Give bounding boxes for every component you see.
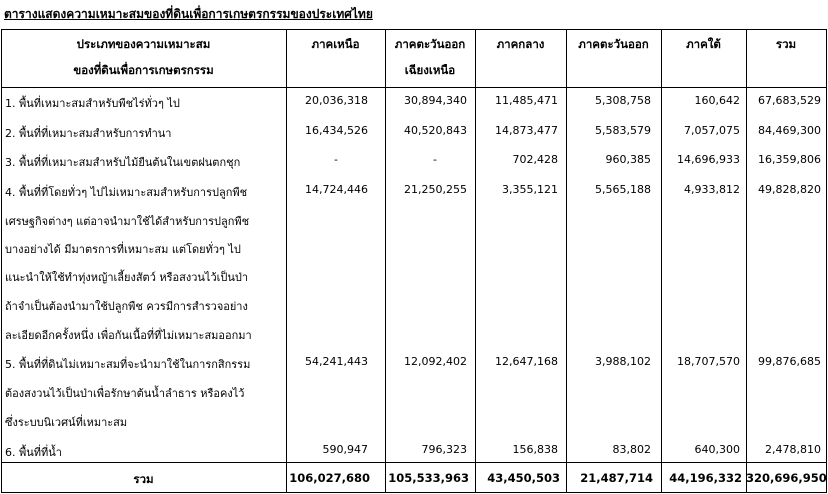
header-bottom-border — [1, 87, 827, 88]
cell-central: 702,428 — [512, 153, 558, 166]
row-label-line: ละเอียดอีกครั้งหนึ่ง เพื่อกันเนื้อที่ที่ไม่เหมาะสมออกมา — [5, 329, 252, 342]
row-label-line: 2. พื้นที่ที่เหมาะสมสำหรับการทำนา — [5, 127, 172, 140]
header-northeast-line1: ภาคตะวันออก — [394, 37, 466, 51]
cell-northeast: 796,323 — [421, 443, 467, 456]
cell-total: 49,828,820 — [758, 183, 821, 196]
cell-east: 83,802 — [612, 443, 651, 456]
cell-south: 4,933,812 — [684, 183, 740, 196]
cell-total: 16,359,806 — [758, 153, 821, 166]
cell-northeast: 21,250,255 — [404, 183, 467, 196]
row-label-line: บางอย่างได้ มีมาตรการที่เหมาะสม แต่โดยทั่วๆ ไป — [5, 243, 241, 256]
cell-northeast: 30,894,340 — [404, 94, 467, 107]
cell-east: 5,308,758 — [595, 94, 651, 107]
cell-total: 2,478,810 — [765, 443, 821, 456]
total-grand: 320,696,950 — [746, 471, 827, 485]
cell-south: 640,300 — [694, 443, 740, 456]
cell-north: - — [334, 153, 338, 166]
row-label-line: 4. พื้นที่ที่โดยทั่วๆ ไปไม่เหมาะสมสำหรับการปลูกพืช — [5, 186, 248, 199]
cell-total: 84,469,300 — [758, 124, 821, 137]
header-north: ภาคเหนือ — [311, 37, 360, 51]
cell-south: 160,642 — [694, 94, 740, 107]
row-label-line: ซึ่งระบบนิเวศน์ที่เหมาะสม — [5, 416, 128, 429]
total-northeast: 105,533,963 — [388, 471, 469, 485]
cell-north: 54,241,443 — [305, 355, 368, 368]
cell-east: 3,988,102 — [595, 355, 651, 368]
total-central: 43,450,503 — [487, 471, 560, 485]
cell-central: 12,647,168 — [495, 355, 558, 368]
row-label-line: ถ้าจำเป็นต้องนำมาใช้ปลูกพืช ควรมีการสำรวจอย่าง — [5, 300, 248, 313]
totals-label: รวม — [133, 472, 154, 486]
cell-total: 99,876,685 — [758, 355, 821, 368]
row-label-line: 3. พื้นที่ที่เหมาะสมสำหรับไม้ยืนต้นในเขตฝนตกชุก — [5, 156, 241, 169]
cell-north: 20,036,318 — [305, 94, 368, 107]
cell-northeast: - — [433, 153, 437, 166]
cell-central: 3,355,121 — [502, 183, 558, 196]
row-label-line: 6. พื้นที่ที่น้ำ — [5, 446, 62, 459]
table-title: ตารางแสดงความเหมาะสมของที่ดินเพื่อการเกษตรกรรมของประเทศไทย — [4, 7, 373, 21]
header-category-line2: ของที่ดินเพื่อการเกษตรกรรม — [73, 63, 214, 77]
cell-central: 156,838 — [512, 443, 558, 456]
table-top-border — [1, 29, 827, 30]
header-northeast-line2: เฉียงเหนือ — [404, 63, 456, 77]
cell-north: 590,947 — [322, 443, 368, 456]
cell-total: 67,683,529 — [758, 94, 821, 107]
row-label-line: 1. พื้นที่เหมาะสมสำหรับพืชไร่ทั่วๆ ไป — [5, 97, 180, 110]
cell-east: 960,385 — [605, 153, 651, 166]
total-north: 106,027,680 — [289, 471, 370, 485]
cell-south: 18,707,570 — [677, 355, 740, 368]
cell-south: 14,696,933 — [677, 153, 740, 166]
header-category-line1: ประเภทของความเหมาะสม — [76, 37, 211, 51]
cell-east: 5,583,579 — [595, 124, 651, 137]
row-label-line: แนะนำให้ใช้ทำทุ่งหญ้าเลี้ยงสัตว์ หรือสงวนไว้เป็นป่า — [5, 271, 249, 284]
row-label-line: เศรษฐกิจต่างๆ แต่อาจนำมาใช้ได้สำหรับการปลูกพืช — [5, 215, 250, 228]
header-east: ภาคตะวันออก — [578, 37, 649, 51]
total-east: 21,487,714 — [580, 471, 653, 485]
table-left-border — [1, 29, 2, 493]
cell-central: 11,485,471 — [495, 94, 558, 107]
cell-central: 14,873,477 — [495, 124, 558, 137]
row-label-line: ต้องสงวนไว้เป็นป่าเพื่อรักษาต้นน้ำลำธาร หรือคงไว้ — [5, 387, 245, 400]
total-south: 44,196,332 — [669, 471, 742, 485]
table-bottom-border — [1, 492, 827, 493]
cell-south: 7,057,075 — [684, 124, 740, 137]
land-suitability-table — [1, 29, 827, 493]
cell-north: 14,724,446 — [305, 183, 368, 196]
cell-east: 5,565,188 — [595, 183, 651, 196]
cell-northeast: 12,092,402 — [404, 355, 467, 368]
table-right-border — [826, 29, 827, 493]
cell-northeast: 40,520,843 — [404, 124, 467, 137]
header-total: รวม — [775, 37, 797, 51]
header-central: ภาคกลาง — [496, 37, 545, 51]
header-south: ภาคใต้ — [686, 37, 721, 51]
totals-top-border — [1, 462, 827, 463]
row-label-line: 5. พื้นที่ที่ดินไม่เหมาะสมที่จะนำมาใช้ในการกสิกรรม — [5, 358, 251, 371]
cell-north: 16,434,526 — [305, 124, 368, 137]
